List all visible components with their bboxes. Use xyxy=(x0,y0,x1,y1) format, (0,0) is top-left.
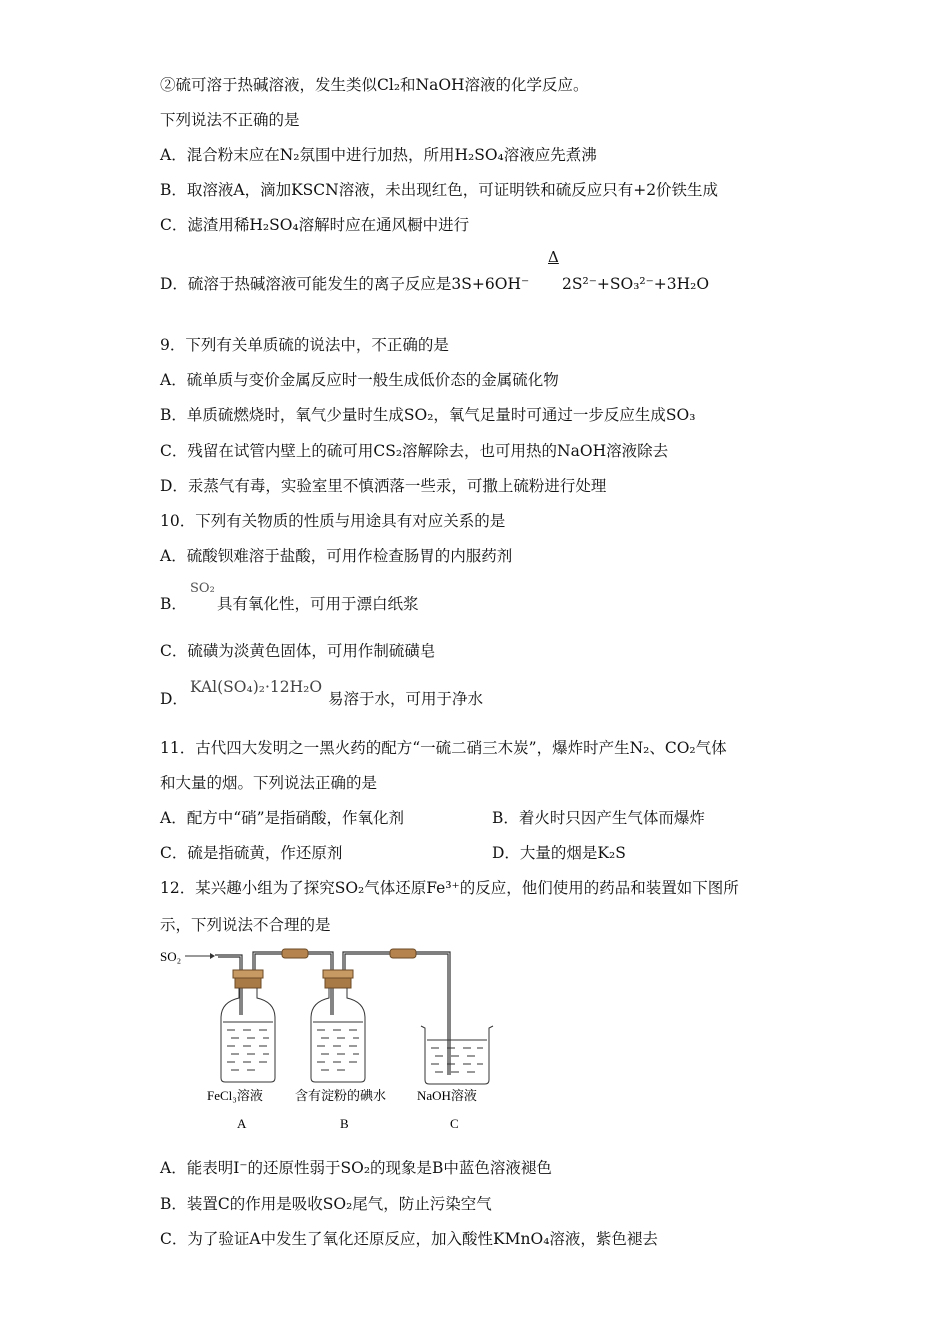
q10-option-b-formula: SO₂ xyxy=(190,581,215,596)
q8-note2: ②硫可溶于热碱溶液，发生类似Cl₂和NaOH溶液的化学反应。 xyxy=(160,76,589,94)
q8-option-b: B．取溶液A，滴加KSCN溶液，未出现红色，可证明铁和硫反应只有+2价铁生成 xyxy=(160,181,719,199)
q8-option-a: A．混合粉末应在N₂氛围中进行加热，所用H₂SO₄溶液应先煮沸 xyxy=(160,146,597,164)
letter-c: C xyxy=(450,1116,459,1131)
label-a: FeCl₃溶液 xyxy=(207,1088,263,1103)
q11-stem-line2: 和大量的烟。下列说法正确的是 xyxy=(160,774,378,792)
beaker-c xyxy=(421,1026,493,1084)
label-b: 含有淀粉的碘水 xyxy=(295,1088,387,1103)
q10-option-a: A．硫酸钡难溶于盐酸，可用作检查肠胃的内服药剂 xyxy=(160,547,513,565)
q9-option-a: A．硫单质与变价金属反应时一般生成低价态的金属硫化物 xyxy=(160,371,559,389)
q9-option-d: D．汞蒸气有毒，实验室里不慎洒落一些汞，可撒上硫粉进行处理 xyxy=(160,477,607,495)
apparatus-diagram xyxy=(155,940,525,1140)
q12-option-c: C．为了验证A中发生了氧化还原反应，加入酸性KMnO₄溶液，紫色褪去 xyxy=(160,1230,658,1248)
bottle-b xyxy=(311,970,365,1082)
q11-option-c: C．硫是指硫黄，作还原剂 xyxy=(160,844,343,862)
q8-option-d-prefix: D．硫溶于热碱溶液可能发生的离子反应是3S+6OH⁻ xyxy=(160,275,530,293)
letter-b: B xyxy=(340,1116,349,1131)
q10-stem: 10．下列有关物质的性质与用途具有对应关系的是 xyxy=(160,512,506,530)
gas-label: SO₂ xyxy=(160,949,182,964)
q8-option-d-products: 2S²⁻+SO₃²⁻+3H₂O xyxy=(562,275,710,293)
q12-option-b: B．装置C的作用是吸收SO₂尾气，防止污染空气 xyxy=(160,1195,492,1213)
label-c: NaOH溶液 xyxy=(417,1088,477,1103)
q9-option-b: B．单质硫燃烧时，氧气少量时生成SO₂，氧气足量时可通过一步反应生成SO₃ xyxy=(160,406,696,424)
q12-stem-line2: 示，下列说法不合理的是 xyxy=(160,916,331,934)
q8-option-c: C．滤渣用稀H₂SO₄溶解时应在通风橱中进行 xyxy=(160,216,470,234)
q11-option-b: B．着火时只因产生气体而爆炸 xyxy=(492,809,705,827)
q10-option-d-label: D． xyxy=(160,690,188,708)
heating-symbol: Δ xyxy=(548,248,559,266)
q11-stem-line1: 11．古代四大发明之一黑火药的配方“一硫二硝三木炭”，爆炸时产生N₂、CO₂气体 xyxy=(160,739,727,757)
q10-option-c: C．硫磺为淡黄色固体，可用作制硫磺皂 xyxy=(160,642,436,660)
q12-option-a: A．能表明I⁻的还原性弱于SO₂的现象是B中蓝色溶液褪色 xyxy=(160,1159,552,1177)
q11-option-d: D．大量的烟是K₂S xyxy=(492,844,626,862)
letter-a: A xyxy=(237,1116,247,1131)
q9-option-c: C．残留在试管内壁上的硫可用CS₂溶解除去，也可用热的NaOH溶液除去 xyxy=(160,442,669,460)
q9-stem: 9．下列有关单质硫的说法中，不正确的是 xyxy=(160,336,449,354)
q12-stem-line1: 12．某兴趣小组为了探究SO₂气体还原Fe³⁺的反应，他们使用的药品和装置如下图所 xyxy=(160,879,739,897)
q10-option-b-text: 具有氧化性，可用于漂白纸浆 xyxy=(217,595,419,613)
q10-option-b-label: B． xyxy=(160,595,187,613)
q8-stem: 下列说法不正确的是 xyxy=(160,111,300,129)
bottle-a xyxy=(221,970,275,1082)
q11-option-a: A．配方中“硝”是指硝酸，作氧化剂 xyxy=(160,809,405,827)
q10-option-d-text: 易溶于水，可用于净水 xyxy=(328,690,484,708)
q10-option-d-formula: KAl(SO₄)₂·12H₂O xyxy=(190,678,323,696)
